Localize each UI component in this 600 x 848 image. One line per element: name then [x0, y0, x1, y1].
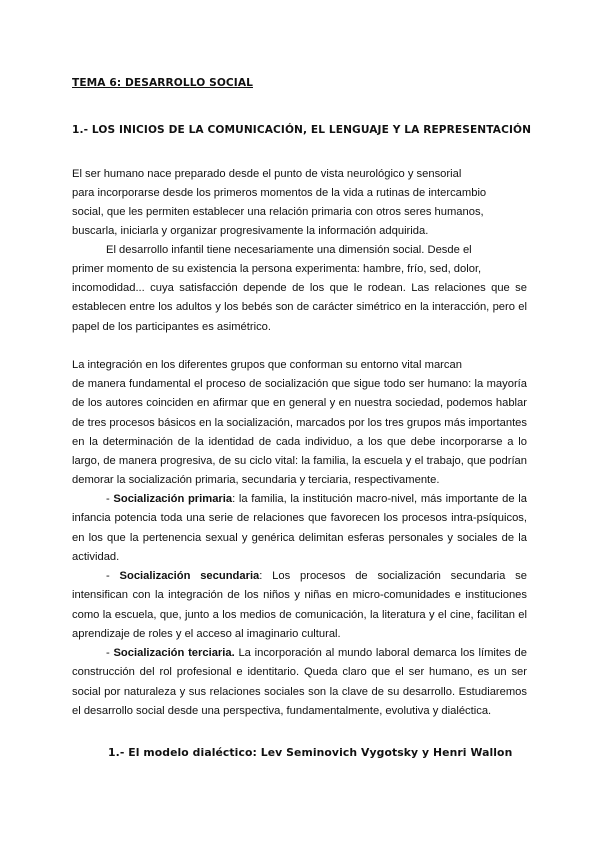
subsection-title: 1.- El modelo dialéctico: Lev Seminovich Vygotsky y Henri Wallon	[108, 746, 513, 759]
intro-line: para incorporarse desde los primeros momentos de la vida a rutinas de intercambio	[72, 187, 487, 199]
paragraph-body	[72, 279, 527, 337]
intro-line: buscarla, iniciarla y organizar progresivamente la información adquirida.	[72, 225, 429, 237]
term-description: La incorporación al mundo laboral demarca los límites de construcción del rol profesional e identitario. Queda claro que el ser humano, es un ser social por naturaleza y sus relaciones sociales son la clave de su desarrollo. Estudiaremos el desarrollo social desde una perspectiva, fundamentalmente, evolutiva y dialéctica.	[72, 647, 527, 717]
paragraph-body	[72, 375, 527, 491]
term-label: Socialización secundaria	[119, 570, 260, 582]
term-label: Socialización terciaria.	[113, 647, 235, 659]
term-description: : la familia, la institución macro-nivel, más importante de la infancia potencia toda una serie de relaciones que favorecen los procesos intra-psíquicos, en los que la pertenencia sexual y genérica delimitan esferas personales y sociales de la actividad.	[72, 493, 528, 563]
intro-line: El ser humano nace preparado desde el punto de vista neurológico y sensorial	[72, 168, 462, 180]
paragraph-line: El desarrollo infantil tiene necesariamente una dimensión social. Desde el	[106, 244, 472, 256]
paragraph-text: incomodidad... cuya satisfacción depende de los que le rodean. Las relaciones que se establecen entre los adultos y los bebés son de carácter simétrico en la interacción, pero el papel de los participantes es asimétrico.	[72, 282, 527, 333]
bullet-dash: -	[106, 493, 114, 505]
socializacion-terciaria	[72, 644, 527, 721]
tema-title: TEMA 6: DESARROLLO SOCIAL	[72, 77, 253, 89]
term-label: Socialización primaria	[113, 493, 233, 505]
bullet-dash: -	[106, 570, 120, 582]
paragraph-line: La integración en los diferentes grupos que conforman su entorno vital marcan	[72, 359, 462, 371]
section-title: 1.- LOS INICIOS DE LA COMUNICACIÓN, EL LENGUAJE Y LA REPRESENTACIÓN	[72, 124, 532, 136]
socializacion-primaria	[72, 490, 527, 567]
socializacion-secundaria	[72, 567, 527, 644]
intro-line: social, que les permiten establecer una relación primaria con otros seres humanos,	[72, 206, 484, 218]
paragraph-text: de manera fundamental el proceso de socialización que sigue todo ser humano: la mayoría de los autores coinciden en afirmar que en general y en nuestra sociedad, podemos hablar de tres procesos básicos en la socialización, marcados por los tres grupos más importantes en la determinación de la identidad de cada individuo, a los que debe incorporarse a lo largo, de manera progresiva, de su ciclo vital: la familia, la escuela y el trabajo, que podrían demorar la socialización primaria, secundaria y terciaria, respectivamente.	[72, 378, 527, 487]
term-description: : Los procesos de socialización secundaria se intensifican con la integración de los niños y niñas en micro-comunidades e instituciones como la escuela, que, junto a los medios de comunicación, la literatura y el cine, facilitan el aprendizaje de roles y el acceso al imaginario cultural.	[72, 570, 528, 640]
paragraph-line: primer momento de su existencia la persona experimenta: hambre, frío, sed, dolor,	[72, 263, 482, 275]
bullet-dash: -	[106, 647, 114, 659]
